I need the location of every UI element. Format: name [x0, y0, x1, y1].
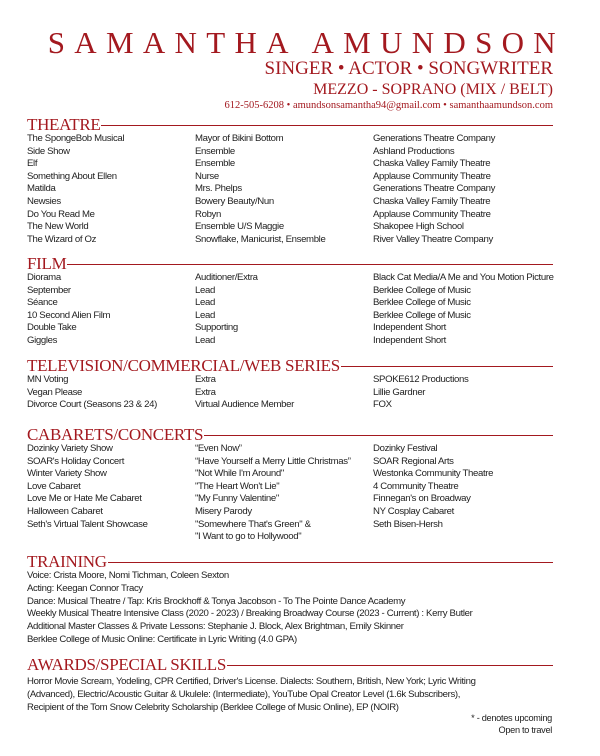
credit-row [27, 310, 553, 323]
credit-row [27, 322, 553, 335]
text-line: Additional Master Classes & Private Lessons: Stephanie J. Block, Alex Brightman, Emily Skinner [27, 621, 404, 633]
candidate-roles: SINGER • ACTOR • SONGWRITER [264, 58, 553, 79]
text-line: Voice: Crista Moore, Nomi Tichman, Coleen Sexton [27, 570, 229, 581]
credit-company: Berklee College of Music [373, 309, 471, 321]
credit-row [27, 234, 553, 247]
credit-company: SOAR Regional Arts [373, 455, 454, 467]
credit-company: Westonka Community Theatre [373, 468, 494, 480]
credit-production: Elf [27, 158, 38, 170]
credit-company: Generations Theatre Company [373, 183, 496, 195]
credit-row [27, 519, 553, 532]
credit-production: Winter Variety Show [27, 468, 107, 480]
credit-company: Applause Community Theatre [373, 208, 491, 220]
credit-role: Nurse [195, 170, 219, 182]
credit-company: Independent Short [373, 334, 446, 346]
credit-role: Extra [195, 374, 216, 385]
credit-company: Lillie Gardner [373, 386, 426, 398]
credit-production: Divorce Court (Seasons 23 & 24) [27, 399, 157, 411]
credit-role: Ensemble U/S Maggie [195, 221, 284, 233]
section-television [27, 358, 553, 412]
credit-company: Seth Bisen-Hersh [373, 518, 443, 530]
credit-company: FOX [373, 399, 392, 411]
credit-production: The New World [27, 221, 89, 233]
credit-row [27, 158, 553, 171]
credit-table [27, 374, 553, 412]
credit-company: NY Cosplay Cabaret [373, 505, 454, 517]
credit-company: Ashland Productions [373, 145, 455, 157]
credit-production: Giggles [27, 334, 58, 346]
credit-role: Mayor of Bikini Bottom [195, 133, 284, 144]
credit-role: Auditioner/Extra [195, 272, 258, 283]
credit-role: "Somewhere That's Green" & [195, 518, 311, 530]
credit-production: September [27, 284, 71, 296]
credit-row [27, 387, 553, 400]
credit-role: Extra [195, 386, 216, 398]
credit-role: Robyn [195, 208, 221, 220]
credit-production: Side Show [27, 145, 70, 157]
credit-role: Supporting [195, 322, 238, 334]
credit-row [27, 272, 553, 285]
divider [108, 562, 553, 563]
credit-role: Mrs. Phelps [195, 183, 242, 195]
credit-production: Halloween Cabaret [27, 505, 103, 517]
credit-production: Séance [27, 297, 58, 309]
credit-table [27, 443, 553, 544]
credit-role: Bowery Beauty/Nun [195, 195, 274, 207]
credit-row [27, 374, 553, 387]
text-lines [27, 570, 553, 647]
section-awards [27, 657, 553, 714]
credit-row [27, 171, 553, 184]
credit-company: Chaska Valley Family Theatre [373, 195, 491, 207]
credit-row [27, 209, 553, 222]
credit-production: Dozinky Variety Show [27, 443, 113, 454]
divider [341, 366, 553, 367]
credit-role: Lead [195, 297, 215, 309]
credit-production: The SpongeBob Musical [27, 133, 125, 144]
credit-row [27, 443, 553, 456]
credit-row [27, 456, 553, 469]
credit-company: Finnegan's on Broadway [373, 493, 471, 505]
credit-role: "My Funny Valentine" [195, 493, 279, 505]
section-title: FILM [27, 254, 67, 273]
credit-production: Matilda [27, 183, 56, 195]
travel-note: Open to travel [498, 725, 552, 735]
section-title: THEATRE [27, 115, 101, 134]
credit-row [27, 493, 553, 506]
text-line: Horror Movie Scream, Yodeling, CPR Certified, Driver's License. Dialects: Southern, British, New York; Lyric Writing [27, 676, 476, 687]
credit-row [27, 506, 553, 519]
candidate-name: SAMANTHA AMUNDSON [47, 25, 565, 60]
text-line: Berklee College of Music Online: Certificate in Lyric Writing (4.0 GPA) [27, 633, 297, 645]
text-line: Weekly Musical Theatre Intensive Class (2020 - 2023) / Breaking Broadway Course (2023 - Current) : Kerry Butler [27, 608, 473, 620]
credit-role: Lead [195, 284, 215, 296]
credit-role: "Not While I'm Around" [195, 468, 284, 480]
credit-company: Independent Short [373, 322, 446, 334]
credit-row [27, 399, 553, 412]
text-line: Dance: Musical Theatre / Tap: Kris Brockhoff & Tonya Jacobson - To The Pointe Dance Academy [27, 595, 406, 607]
credit-production: Diorama [27, 272, 61, 283]
credit-row [27, 133, 553, 146]
credit-production: Something About Ellen [27, 170, 117, 182]
credit-company: 4 Community Theatre [373, 480, 459, 492]
credit-row [27, 183, 553, 196]
divider [227, 665, 553, 666]
credit-production: Do You Read Me [27, 208, 95, 220]
credit-row [27, 531, 553, 544]
credit-production: Love Cabaret [27, 480, 81, 492]
section-training [27, 554, 553, 647]
credit-company: Shakopee High School [373, 221, 464, 233]
credit-row [27, 468, 553, 481]
credit-role: "I Want to go to Hollywood" [195, 531, 302, 543]
text-lines [27, 676, 553, 714]
credit-role: “Have Yourself a Merry Little Christmas” [195, 455, 351, 467]
credit-role: Virtual Audience Member [195, 399, 294, 411]
contact-info: 612-505-6208 • amundsonsamantha94@gmail.com • samanthaamundson.com [224, 100, 553, 111]
credit-company: River Valley Theatre Company [373, 233, 493, 245]
credit-table [27, 133, 553, 246]
credit-role: Lead [195, 334, 215, 346]
credit-production: Seth's Virtual Talent Showcase [27, 518, 148, 530]
divider [101, 125, 553, 126]
credit-company: Generations Theatre Company [373, 133, 496, 144]
section-cabarets [27, 427, 553, 544]
credit-row [27, 297, 553, 310]
credit-role: “Even Now” [195, 443, 242, 454]
section-film [27, 256, 553, 348]
credit-company: Black Cat Media/A Me and You Motion Picture [373, 272, 554, 283]
credit-role: Ensemble [195, 158, 235, 170]
credit-row [27, 146, 553, 159]
credit-production: Love Me or Hate Me Cabaret [27, 493, 142, 505]
section-title: TELEVISION/COMMERCIAL/WEB SERIES [27, 356, 340, 375]
credit-production: The Wizard of Oz [27, 233, 97, 245]
credit-row [27, 481, 553, 494]
divider [67, 264, 553, 265]
credit-table [27, 272, 553, 348]
credit-company: Chaska Valley Family Theatre [373, 158, 491, 170]
credit-row [27, 285, 553, 298]
credit-role: Misery Parody [195, 505, 252, 517]
credit-production: 10 Second Alien Film [27, 309, 111, 321]
credit-production: Double Take [27, 322, 77, 334]
credit-role: "The Heart Won't Lie" [195, 480, 280, 492]
credit-role: Lead [195, 309, 215, 321]
credit-production: Newsies [27, 195, 61, 207]
credit-row [27, 221, 553, 234]
divider [204, 435, 553, 436]
credit-company: Berklee College of Music [373, 284, 471, 296]
text-line: (Advanced), Electric/Acoustic Guitar & Ukulele: (Intermediate), YouTube Opal Creator Level (1.6k Subscribers), [27, 688, 461, 700]
section-title: AWARDS/SPECIAL SKILLS [27, 655, 227, 674]
section-title: TRAINING [27, 552, 107, 571]
credit-role: Snowflake, Manicurist, Ensemble [195, 233, 326, 245]
voice-type: MEZZO - SOPRANO (MIX / BELT) [313, 81, 553, 98]
section-title: CABARETS/CONCERTS [27, 425, 204, 444]
credit-production: MN Voting [27, 374, 69, 385]
credit-role: Ensemble [195, 145, 235, 157]
upcoming-note: * - denotes upcoming [471, 713, 552, 723]
credit-company: Dozinky Festival [373, 443, 438, 454]
credit-production: SOAR's Holiday Concert [27, 455, 125, 467]
section-theatre [27, 117, 553, 246]
credit-company: SPOKE612 Productions [373, 374, 469, 385]
text-line: Recipient of the Tom Snow Celebrity Scholarship (Berklee College of Music Online), EP (NOIR) [27, 701, 399, 713]
text-line: Acting: Keegan Connor Tracy [27, 582, 143, 594]
credit-company: Applause Community Theatre [373, 170, 491, 182]
credit-row [27, 335, 553, 348]
credit-company: Berklee College of Music [373, 297, 471, 309]
credit-production: Vegan Please [27, 386, 83, 398]
credit-row [27, 196, 553, 209]
